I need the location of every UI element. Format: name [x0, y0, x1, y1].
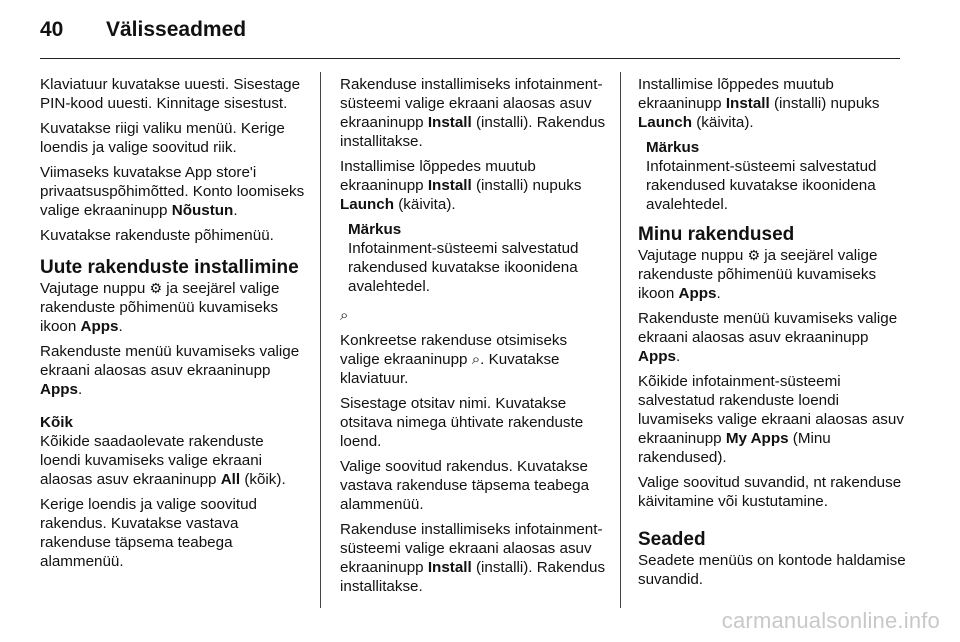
paragraph: Rakenduse installimiseks infotainment-süsteemi valige ekraani alaosas asuv ekraaninupp Install (installi). Rakendus installitakse. [340, 521, 606, 595]
watermark: carmanualsonline.info [721, 608, 940, 633]
ui-term: Launch [638, 114, 693, 131]
paragraph: Rakenduste menüü kuvamiseks valige ekraani alaosas asuv ekraaninupp Apps. [638, 310, 898, 365]
section-heading-minu: Minu rakendused [638, 224, 795, 245]
subheading-koik: Kõik [40, 414, 73, 431]
note-text: Infotainment-süsteemi salvestatud rakendused kuvatakse ikoonidena avalehtedel. [646, 158, 877, 213]
page-number: 40 [40, 18, 64, 41]
paragraph: Sisestage otsitav nimi. Kuvatakse otsitava nimega ühtivate rakenduste loend. [340, 395, 584, 450]
note-box [340, 220, 610, 296]
paragraph: Seadete menüüs on kontode haldamise suvandid. [638, 552, 906, 588]
column-1 [40, 75, 308, 577]
ui-term: Install [725, 95, 770, 112]
paragraph: Installimise lõppedes muutub ekraaninupp Install (installi) nupuks Launch (käivita). [638, 76, 880, 131]
ui-term: Install [427, 559, 472, 576]
ui-term: Install [427, 177, 472, 194]
section-heading-seaded: Seaded [638, 529, 706, 550]
note-title: Märkus [646, 139, 700, 156]
ui-term: Apps [80, 318, 119, 335]
paragraph: Vajutage nuppu ⚙ ja seejärel valige rakenduste põhimenüü kuvamiseks ikoon Apps. [40, 280, 280, 335]
page-title: Välisseadmed [106, 18, 247, 41]
column-2 [340, 75, 610, 602]
section-heading-install: Uute rakenduste installimine [40, 257, 299, 278]
ui-term: Apps [638, 348, 676, 365]
ui-term: All [220, 471, 241, 488]
paragraph: Rakenduse installimiseks infotainment-süsteemi valige ekraani alaosas asuv ekraaninupp Install (installi). Rakendus installitakse. [340, 76, 606, 150]
search-symbol-line [340, 306, 610, 325]
search-icon: ⌕ [471, 351, 481, 368]
column-divider-2 [620, 72, 621, 608]
search-icon: ⌕ [340, 307, 349, 324]
ui-term: Apps [678, 285, 717, 302]
paragraph: Kuvatakse riigi valiku menüü. Kerige loendis ja valige soovitud riik. [40, 120, 285, 156]
paragraph: Viimaseks kuvatakse App store'i privaatsuspõhimõtted. Konto loomiseks valige ekraaninupp Nõustun. [40, 164, 305, 219]
paragraph: Klaviatuur kuvatakse uuesti. Sisestage PIN-kood uuesti. Kinnitage sisestust. [40, 76, 301, 112]
note-title: Märkus [348, 221, 402, 238]
note-box [638, 138, 906, 214]
column-divider-1 [320, 72, 321, 608]
ui-term: Nõustun [171, 202, 234, 219]
ui-term: My Apps [725, 430, 789, 447]
paragraph: Valige soovitud rakendus. Kuvatakse vastava rakenduse täpsema teabega alammenüü. [340, 458, 590, 513]
paragraph: Konkreetse rakenduse otsimiseks valige ekraaninupp ⌕. Kuvatakse klaviatuur. [340, 332, 568, 387]
paragraph: Kerige loendis ja valige soovitud rakendus. Kuvatakse vastava rakenduse täpsema teabega alammenüü. [40, 496, 257, 570]
paragraph: Kõikide infotainment-süsteemi salvestatud rakenduste loendi luvamiseks valige ekraani alaosas asuv ekraaninupp My Apps (Minu rakendused). [638, 373, 904, 466]
header-rule [40, 58, 900, 59]
paragraph: Valige soovitud suvandid, nt rakenduse käivitamine või kustutamine. [638, 474, 902, 510]
paragraph: Installimise lõppedes muutub ekraaninupp Install (installi) nupuks Launch (käivita). [340, 158, 582, 213]
ui-term: Apps [40, 381, 78, 398]
paragraph: Rakenduste menüü kuvamiseks valige ekraani alaosas asuv ekraaninupp Apps. [40, 343, 300, 398]
ui-term: Install [427, 114, 472, 131]
column-3 [638, 75, 906, 595]
paragraph: Vajutage nuppu ⚙ ja seejärel valige rakenduste põhimenüü kuvamiseks ikoon Apps. [638, 247, 878, 302]
paragraph: Kõikide saadaolevate rakenduste loendi kuvamiseks valige ekraani alaosas asuv ekraaninupp All (kõik). [40, 433, 286, 488]
gear-icon: ⚙ [747, 247, 761, 263]
ui-term: Launch [340, 196, 395, 213]
note-text: Infotainment-süsteemi salvestatud rakendused kuvatakse ikoonidena avalehtedel. [348, 240, 579, 295]
gear-icon: ⚙ [149, 280, 163, 296]
paragraph: Kuvatakse rakenduste põhimenüü. [40, 227, 274, 244]
page-header [40, 18, 246, 42]
